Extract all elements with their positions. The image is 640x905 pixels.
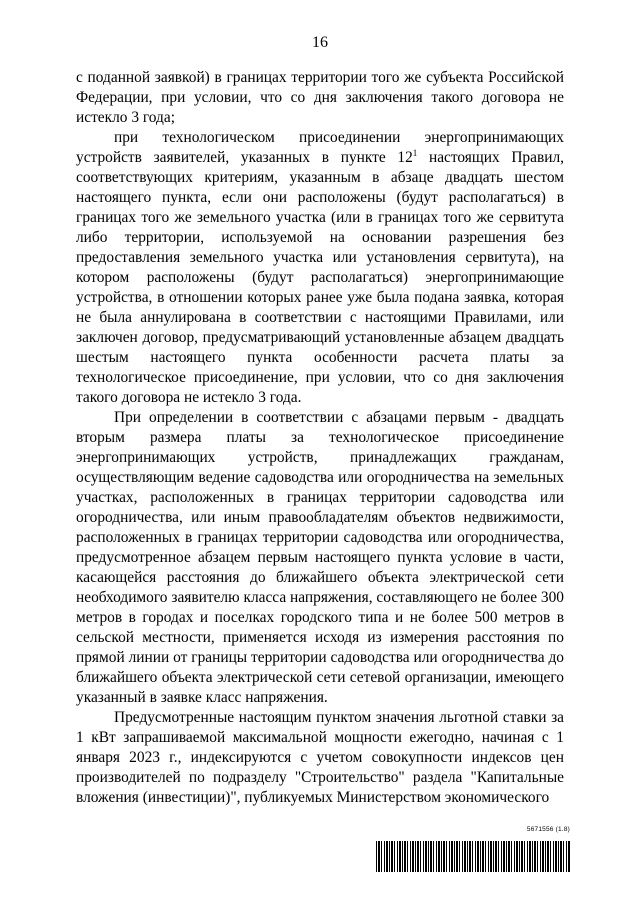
- paragraph-4: Предусмотренные настоящим пунктом значения льготной ставки за 1 кВт запрашиваемой максимальной мощности ежегодно, начиная с 1 января 2023 г., индексируются с учетом совокупности индексов цен производителей по подразделу "Строительство" раздела "Капитальные вложения (инвестиции)", публикуемых Министерством экономического: [76, 709, 564, 806]
- paragraph-3: При определении в соответствии с абзацами первым - двадцать вторым размера платы за технологическое присоединение энергопринимающих устройств, принадлежащих гражданам, осуществляющим ведение садоводства или огородничества на земельных участках, расположенных в границах территории садоводства или огородничества, или иным правообладателям объектов недвижимости, расположенных в границах территории садоводства или огородничества, предусмотренное абзацем первым настоящего пункта условие в части, касающейся расстояния до ближайшего объекта электрической сети необходимого заявителю класса напряжения, составляющего не более 300 метров в городах и поселках городского типа и не более 500 метров в сельской местности, применяется исходя из измерения расстояния по прямой линии от границы территории садоводства или огородничества до ближайшего объекта электрической сети сетевой организации, имеющего указанный в заявке класс напряжения.: [76, 409, 564, 706]
- barcode-image: [376, 841, 570, 872]
- paragraph-1: с поданной заявкой) в границах территории того же субъекта Российской Федерации, при условии, что со дня заключения такого договора не истекло 3 года;: [76, 69, 564, 126]
- document-body: [76, 68, 564, 808]
- paragraph-2: при технологическом присоединении энергопринимающих устройств заявителей, указанных в пункте $12^1$ настоящих Правил, соответствующих критериям, указанным в абзаце двадцать шестом настоящего пункта, если они расположены (будут располагаться) в границах того же земельного участка (или в границах того же сервитута либо территории, используемой на основании разрешения без предоставления земельного участка или установления сервитута), на котором расположены (будут располагаться) энергопринимающие устройства, в отношении которых ранее уже была подана заявка, которая не была аннулирована в соответствии с настоящими Правилами, или заключен договор, предусматривающий установленные абзацем двадцать шестым настоящего пункта особенности расчета платы за технологическое присоединение, при условии, что со дня заключения такого договора не истекло 3 года.: [76, 129, 564, 406]
- page-number: 16: [312, 34, 328, 51]
- barcode-label: 5671556 (1.8): [526, 826, 570, 833]
- barcode-block: [376, 826, 570, 886]
